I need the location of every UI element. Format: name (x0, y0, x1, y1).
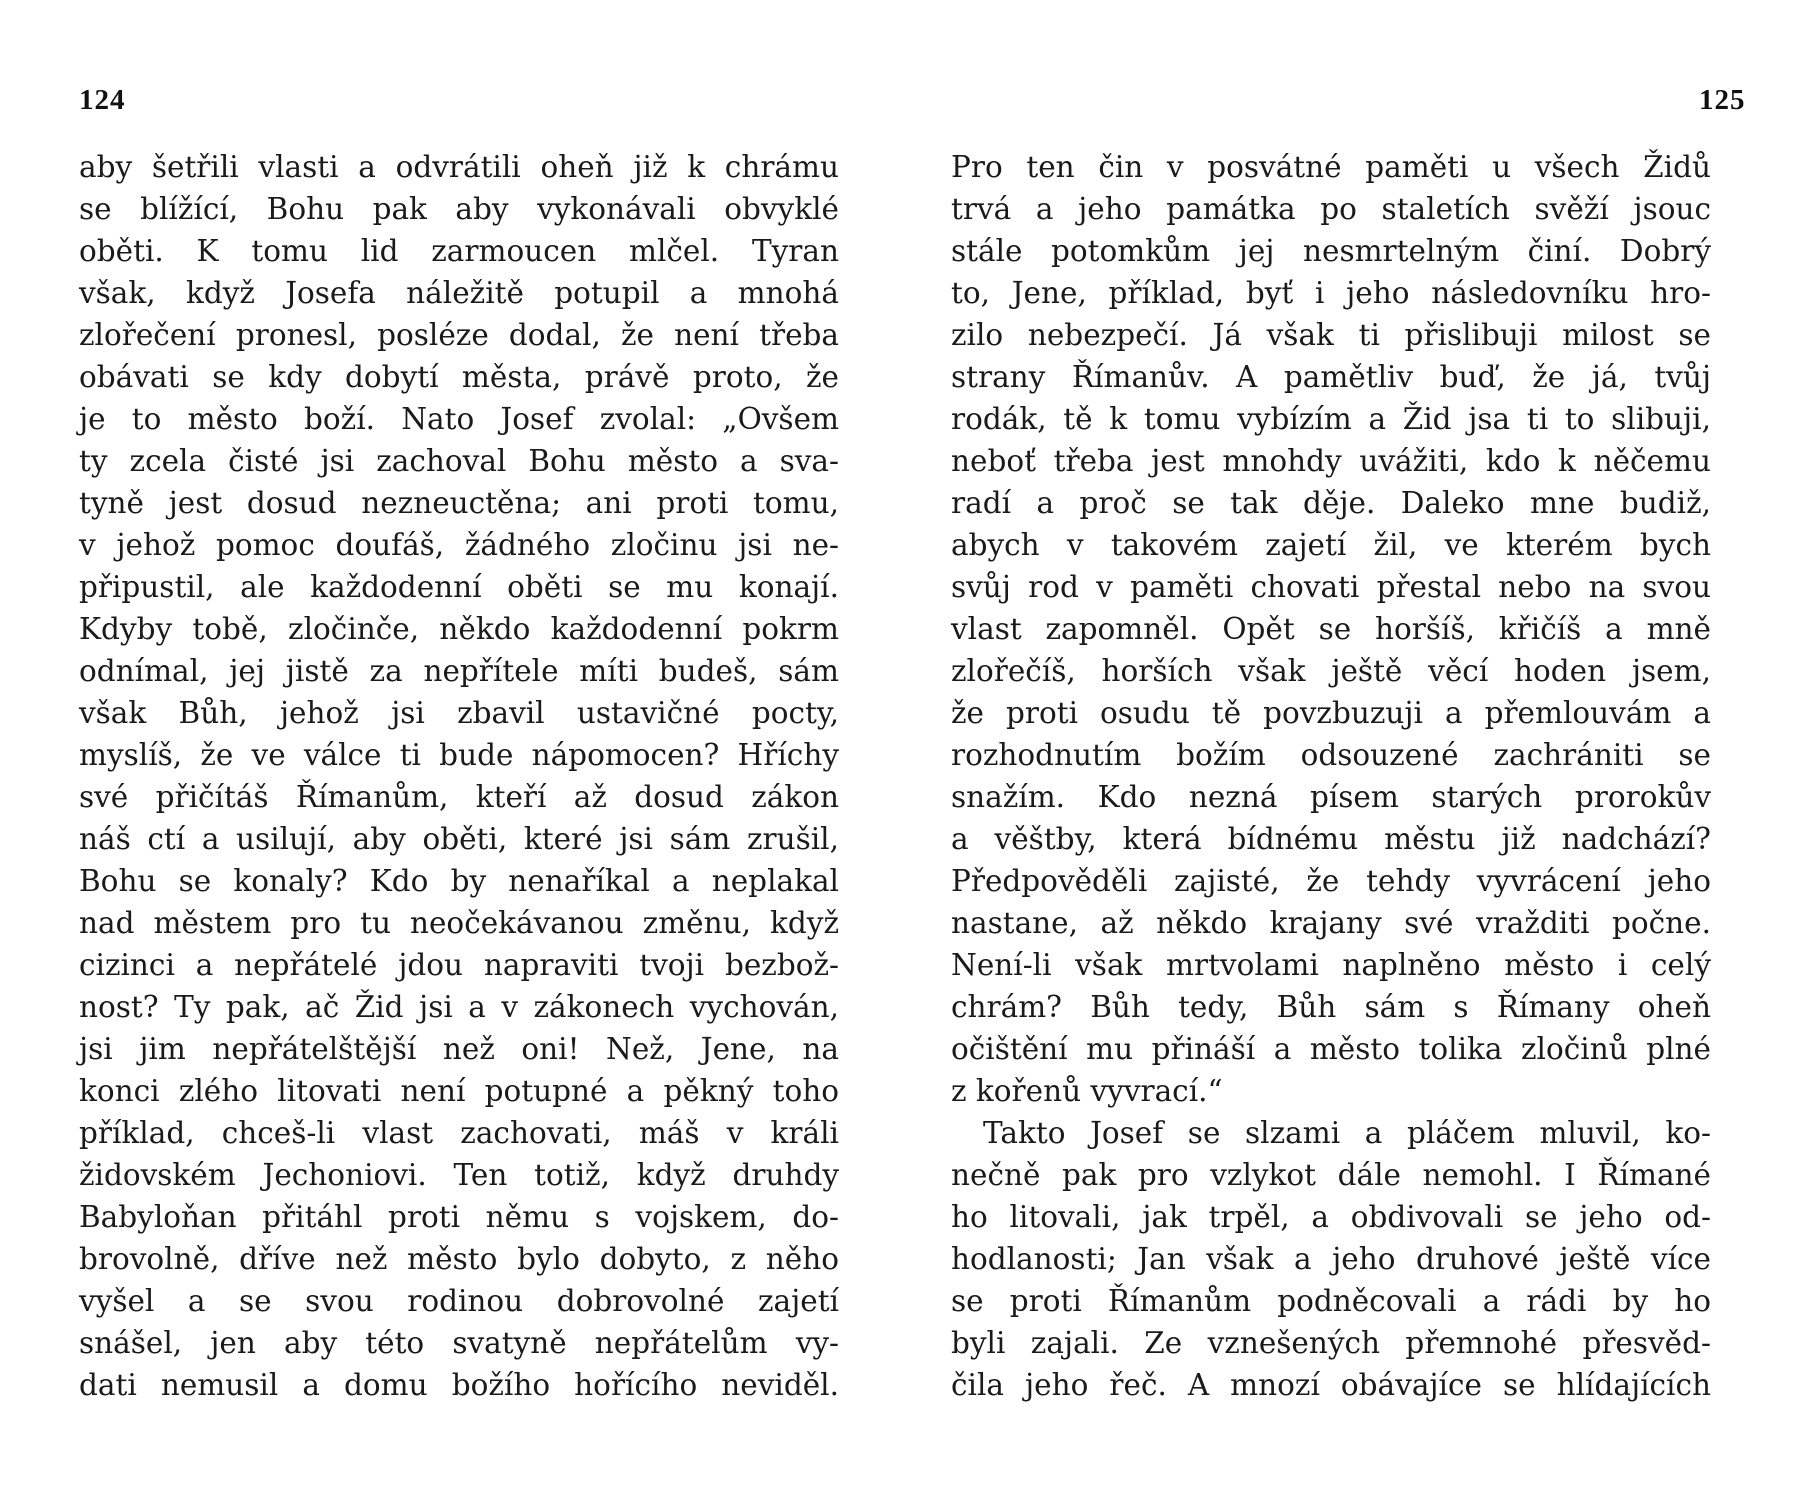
text-line: tyně jest dosud nezneuctěna; ani proti tomu, (79, 486, 839, 520)
text-line: Předpověděli zajisté, že tehdy vyvrácení jeho (951, 864, 1711, 898)
right-page (901, 0, 1802, 1500)
text-line: vlast zapomněl. Opět se horšíš, křičíš a mně (951, 612, 1711, 646)
text-line: a věštby, která bídnému městu již nadchází? (951, 822, 1711, 856)
text-line: cizinci a nepřátelé jdou napraviti tvoji bezbož- (79, 948, 839, 982)
text-line: nastane, až někdo krajany své vražditi počne. (951, 906, 1711, 940)
text-line: příklad, chceš-li vlast zachovati, máš v králi (79, 1116, 839, 1150)
text-line: v jehož pomoc doufáš, žádného zločinu jsi ne- (79, 528, 839, 562)
text-line: jsi jim nepřátelštější než oni! Než, Jene, na (79, 1032, 839, 1066)
text-line: připustil, ale každodenní oběti se mu konají. (79, 570, 839, 604)
text-line: náš ctí a usilují, aby oběti, které jsi sám zrušil, (79, 822, 839, 856)
text-line: očištění mu přináší a město tolika zločinů plné (951, 1032, 1711, 1066)
text-line: dati nemusil a domu božího hořícího neviděl. (79, 1368, 839, 1402)
text-line: neboť třeba jest mnohdy uvážiti, kdo k něčemu (951, 444, 1711, 478)
text-line: byli zajali. Ze vznešených přemnohé přesvěd- (951, 1326, 1711, 1360)
text-line: svůj rod v paměti chovati přestal nebo na svou (951, 570, 1711, 604)
text-line: Babyloňan přitáhl proti němu s vojskem, do- (79, 1200, 839, 1234)
text-line: trvá a jeho památka po staletích svěží jsouc (951, 192, 1711, 226)
text-line: brovolně, dříve než město bylo dobyto, z něho (79, 1242, 839, 1276)
text-line: však, když Josefa náležitě potupil a mnohá (79, 276, 839, 310)
text-line: vyšel a se svou rodinou dobrovolné zajetí (79, 1284, 839, 1318)
text-line: Takto Josef se slzami a pláčem mluvil, ko- (983, 1116, 1711, 1150)
text-line: snažím. Kdo nezná písem starých prorokův (951, 780, 1711, 814)
text-line: rozhodnutím božím odsouzené zachrániti se (951, 738, 1711, 772)
text-line: Kdyby tobě, zločinče, někdo každodenní pokrm (79, 612, 839, 646)
text-line: konci zlého litovati není potupné a pěkný toho (79, 1074, 839, 1108)
text-line: však Bůh, jehož jsi zbavil ustavičné pocty, (79, 696, 839, 730)
text-line: Pro ten čin v posvátné paměti u všech Židů (951, 150, 1711, 184)
text-line: obávati se kdy dobytí města, právě proto, že (79, 360, 839, 394)
text-line: své přičítáš Římanům, kteří až dosud zákon (79, 780, 839, 814)
text-line: z kořenů vyvrací.“ (951, 1074, 1223, 1108)
text-line: oběti. K tomu lid zarmoucen mlčel. Tyran (79, 234, 839, 268)
text-line: chrám? Bůh tedy, Bůh sám s Římany oheň (951, 990, 1711, 1024)
text-line: myslíš, že ve válce ti bude nápomocen? Hříchy (79, 738, 839, 772)
text-line: Bohu se konaly? Kdo by nenaříkal a neplakal (79, 864, 839, 898)
text-column (951, 146, 1711, 1406)
text-line: ty zcela čisté jsi zachoval Bohu město a sva- (79, 444, 839, 478)
text-line: že proti osudu tě povzbuzuji a přemlouvám a (951, 696, 1711, 730)
text-line: zilo nebezpečí. Já však ti přislibuji milost se (951, 318, 1711, 352)
text-line: zlořečíš, horších však ještě věcí hoden jsem, (951, 654, 1711, 688)
text-line: abych v takovém zajetí žil, ve kterém bych (951, 528, 1711, 562)
text-line: to, Jene, příklad, byť i jeho následovníku hro- (951, 276, 1711, 310)
text-line: se blížící, Bohu pak aby vykonávali obvyklé (79, 192, 839, 226)
text-line: Není-li však mrtvolami naplněno město i celý (951, 948, 1711, 982)
text-line: snášel, jen aby této svatyně nepřátelům vy- (79, 1326, 839, 1360)
text-line: odnímal, jej jistě za nepřítele míti budeš, sám (79, 654, 839, 688)
text-line: čila jeho řeč. A mnozí obávajíce se hlídajících (951, 1368, 1711, 1402)
text-line: hodlanosti; Jan však a jeho druhové ještě více (951, 1242, 1711, 1276)
text-column (79, 146, 839, 1406)
text-line: radí a proč se tak děje. Daleko mne budiž, (951, 486, 1711, 520)
text-line: rodák, tě k tomu vybízím a Žid jsa ti to slibuji, (951, 402, 1711, 436)
text-line: stále potomkům jej nesmrtelným činí. Dobrý (951, 234, 1711, 268)
text-line: nost? Ty pak, ač Žid jsi a v zákonech vychován, (79, 990, 839, 1024)
text-line: strany Římanův. A pamětliv buď, že já, tvůj (951, 360, 1711, 394)
text-line: nečně pak pro vzlykot dále nemohl. I Římané (951, 1158, 1711, 1192)
text-line: nad městem pro tu neočekávanou změnu, když (79, 906, 839, 940)
text-line: je to město boží. Nato Josef zvolal: „Ovšem (79, 402, 839, 436)
text-line: aby šetřili vlasti a odvrátili oheň již k chrámu (79, 150, 839, 184)
text-line: židovském Jechoniovi. Ten totiž, když druhdy (79, 1158, 839, 1192)
page-number: 124 (79, 84, 126, 116)
text-line: ho litovali, jak trpěl, a obdivovali se jeho od- (951, 1200, 1711, 1234)
page-number: 125 (1699, 84, 1746, 116)
text-line: se proti Římanům podněcovali a rádi by ho (951, 1284, 1711, 1318)
text-line: zlořečení pronesl, posléze dodal, že není třeba (79, 318, 839, 352)
